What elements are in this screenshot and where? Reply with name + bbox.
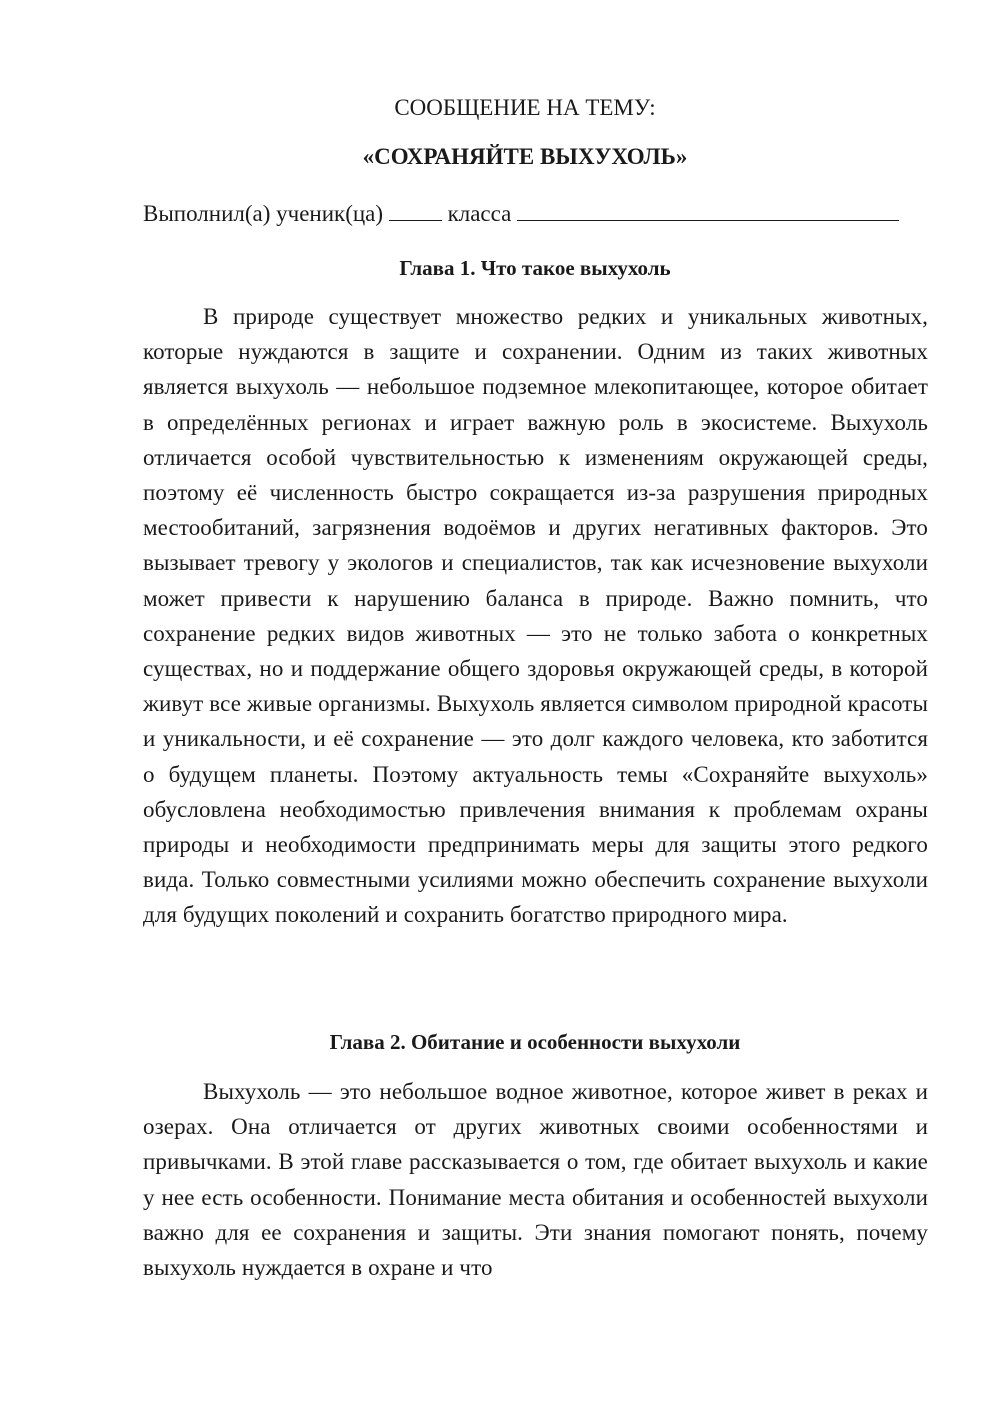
chapter-2-paragraph: Выхухоль — это небольшое водное животное, которое живет в реках и озерах. Она отличается от других животных своими особенностями и привычками. В этой главе рассказывается о том, где обитает выхухоль и какие у нее есть особенности. Понимание места обитания и особенностей выхухоли важно для ее сохранения и защиты. Эти знания помогают понять, почему выхухоль нуждается в охране и что xyxy=(143,1079,928,1281)
chapter-1-paragraph: В природе существует множество редких и уникальных животных, которые нуждаются в защите и сохранении. Одним из таких животных является выхухоль — небольшое подземное млекопитающее, которое обитает в определённых регионах и играет важную роль в экосистеме. Выхухоль отличается особой чувствительностью к изменениям окружающей среды, поэтому её численность быстро сокращается из-за разрушения природных местообитаний, загрязнения водоёмов и других негативных факторов. Это вызывает тревогу у экологов и специалистов, так как исчезновение выхухоли может привести к нарушению баланса в природе. Важно помнить, что сохранение редких видов животных — это не только забота о конкретных существах, но и поддержание общего здоровья окружающей среды, в которой живут все живые организмы. Выхухоль является символом природной красоты и уникальности, и её сохранение — это долг каждого человека, кто заботится о будущем планеты. Поэтому актуальность темы «Сохраняйте выхухоль» обусловлена необходимостью привлечения внимания к проблемам охраны природы и необходимости предпринимать меры для защиты этого редкого вида. Только совместными усилиями можно обеспечить сохранение выхухоли для будущих поколений и сохранить богатство природного мира. xyxy=(143,304,928,928)
author-middle: класса xyxy=(447,201,512,226)
author-prefix: Выполнил(а) ученик(ца) xyxy=(143,201,384,226)
chapter-2-heading: Глава 2. Обитание и особенности выхухоли xyxy=(329,1030,741,1054)
grade-blank xyxy=(389,198,442,221)
chapter-1-heading: Глава 1. Что такое выхухоль xyxy=(399,256,671,280)
document-title-line-2: «СОХРАНЯЙТЕ ВЫХУХОЛЬ» xyxy=(362,144,688,169)
author-line xyxy=(143,198,928,229)
name-blank xyxy=(517,198,899,221)
document-title-line-1: СООБЩЕНИЕ НА ТЕМУ: xyxy=(394,95,656,120)
